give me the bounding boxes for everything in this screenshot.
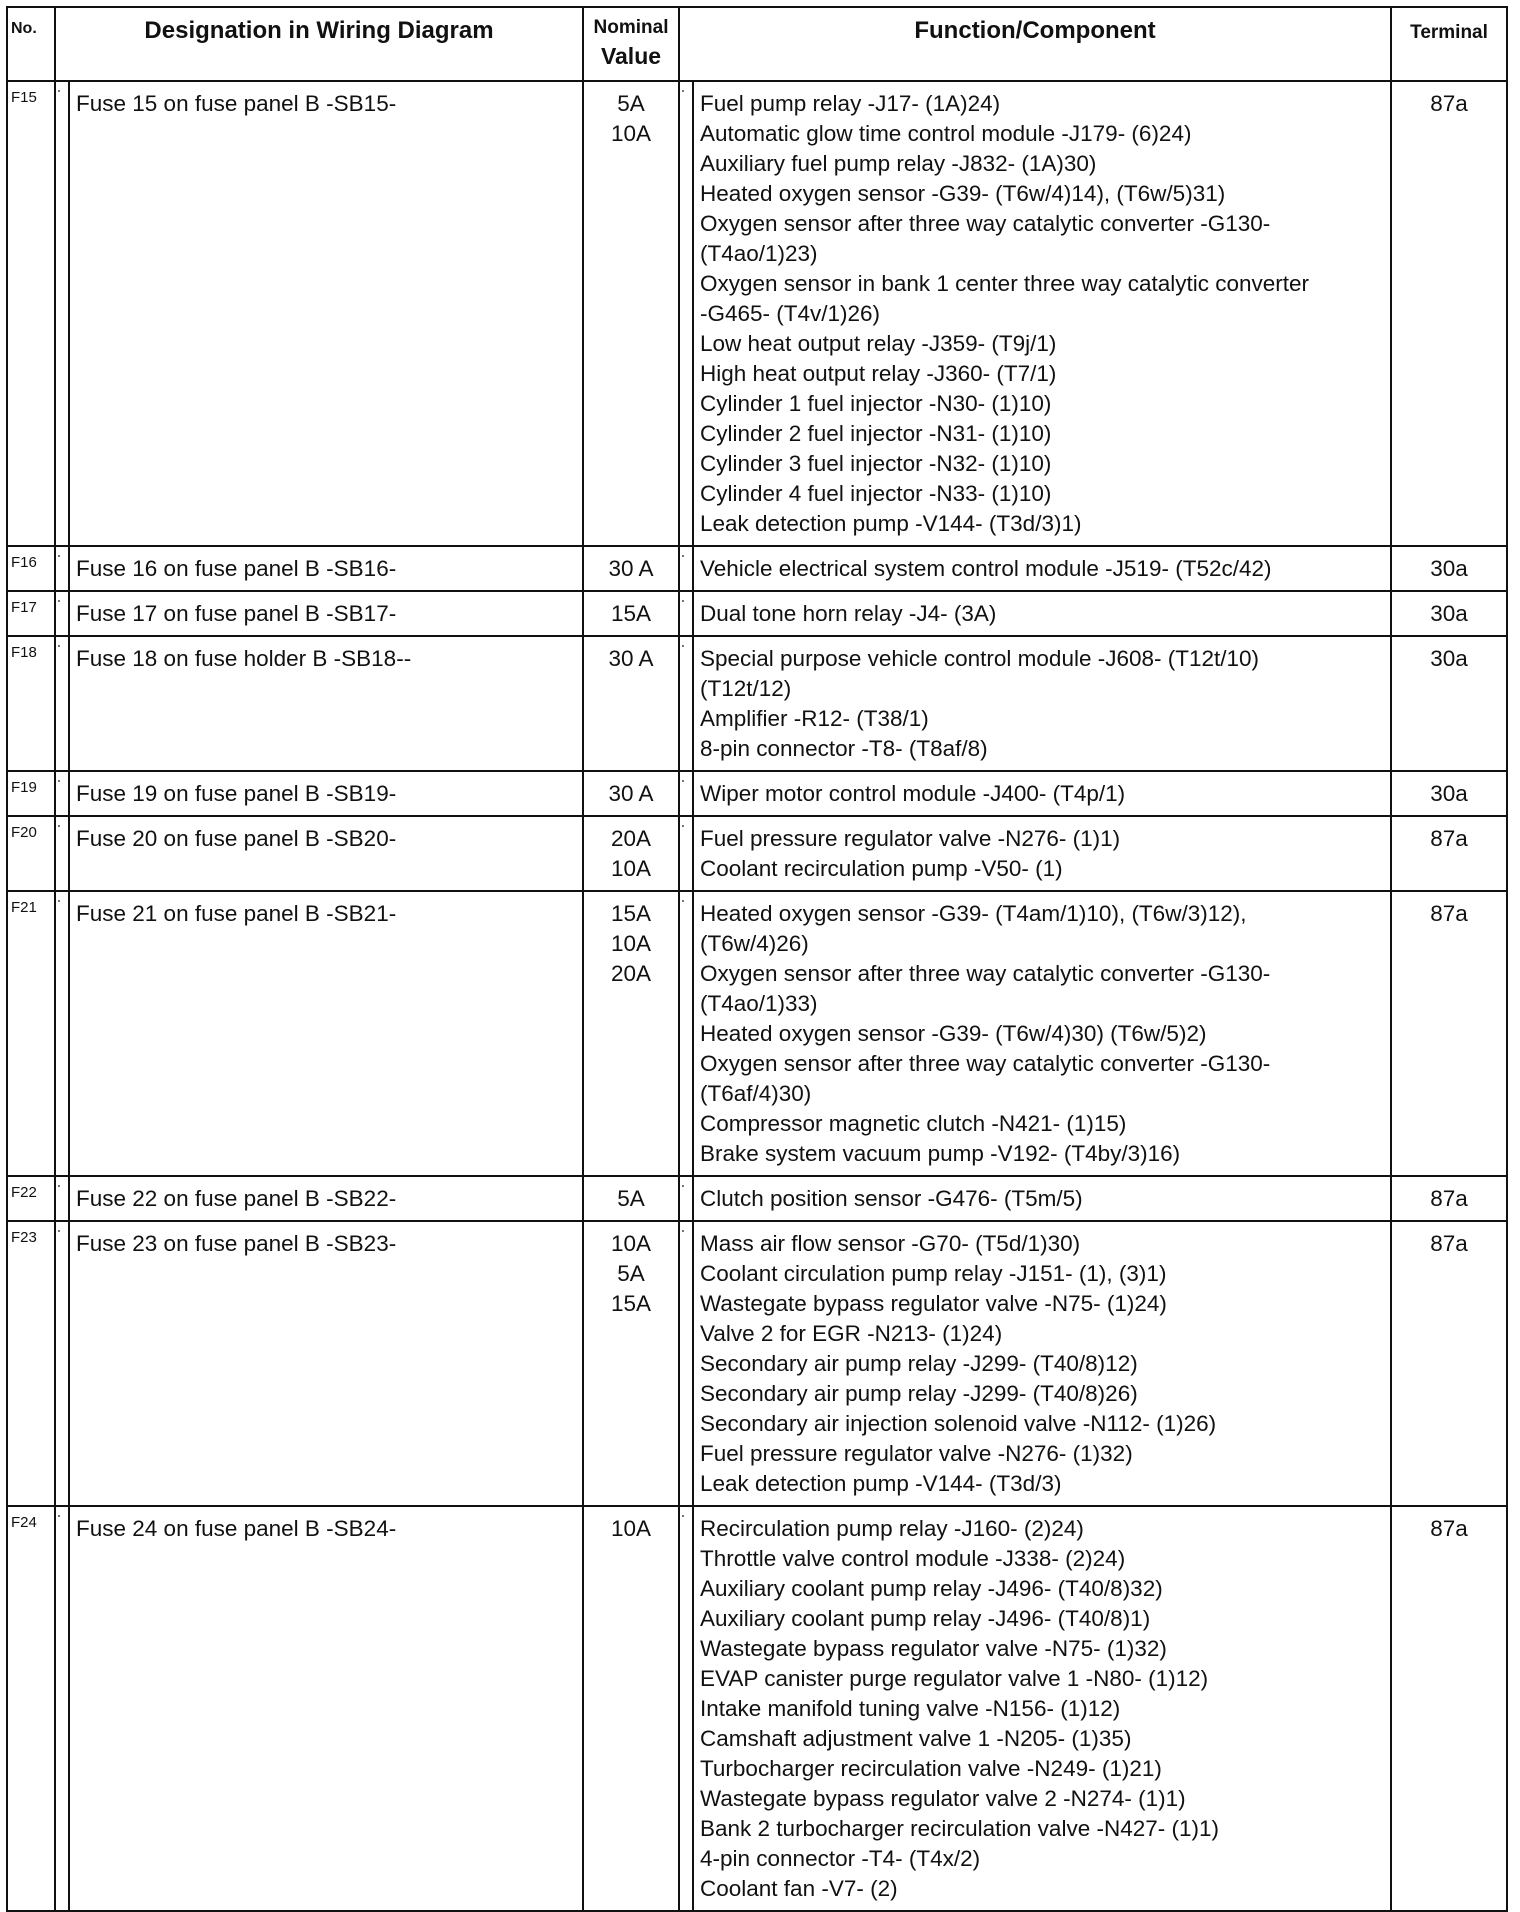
nominal-value: 30 A	[608, 781, 654, 806]
function-component-line: Wastegate bypass regulator valve -N75- (1)24)	[700, 1291, 1167, 1316]
nominal-value-cell	[583, 1506, 679, 1911]
tick-mark	[682, 780, 684, 782]
nominal-value-cell	[583, 1221, 679, 1506]
tick-mark	[58, 1185, 60, 1187]
nominal-value-cell	[583, 771, 679, 816]
function-component-line: Cylinder 3 fuel injector -N32- (1)10)	[700, 451, 1052, 476]
function-component-line: Wastegate bypass regulator valve -N75- (1)32)	[700, 1636, 1167, 1661]
spacer-cell	[679, 816, 693, 891]
function-component-line: Secondary air pump relay -J299- (T40/8)12)	[700, 1351, 1138, 1376]
tick-mark	[58, 90, 60, 92]
table-row	[7, 1176, 1507, 1221]
table-row	[7, 591, 1507, 636]
designation-cell: Fuse 20 on fuse panel B -SB20-	[69, 816, 583, 891]
fuse-table-sheet	[6, 6, 1506, 1912]
spacer-cell	[679, 636, 693, 771]
terminal-cell: 87a	[1391, 1176, 1507, 1221]
fuse-table	[6, 6, 1508, 1912]
function-component-line: Fuel pressure regulator valve -N276- (1)1)	[700, 826, 1121, 851]
fuse-number-cell: F22	[7, 1176, 55, 1221]
spacer-cell	[55, 891, 69, 1176]
nominal-value: 30 A	[608, 556, 654, 581]
nominal-value-cell	[583, 546, 679, 591]
table-row	[7, 891, 1507, 1176]
designation-cell: Fuse 22 on fuse panel B -SB22-	[69, 1176, 583, 1221]
spacer-cell	[55, 816, 69, 891]
header-terminal: Terminal	[1391, 7, 1507, 81]
terminal-cell: 87a	[1391, 816, 1507, 891]
spacer-cell	[55, 1506, 69, 1911]
spacer-cell	[679, 591, 693, 636]
tick-mark	[682, 825, 684, 827]
function-component-line: Compressor magnetic clutch -N421- (1)15)	[700, 1111, 1127, 1136]
nominal-value-cell	[583, 816, 679, 891]
designation-cell: Fuse 15 on fuse panel B -SB15-	[69, 81, 583, 546]
nominal-value: 20A	[610, 826, 652, 851]
function-component-cell	[693, 1221, 1391, 1506]
terminal-cell: 87a	[1391, 891, 1507, 1176]
function-component-line: Leak detection pump -V144- (T3d/3)1)	[700, 511, 1082, 536]
function-component-line: Wastegate bypass regulator valve 2 -N274- (1)1)	[700, 1786, 1186, 1811]
function-component-line: Intake manifold tuning valve -N156- (1)12)	[700, 1696, 1121, 1721]
terminal-cell: 30a	[1391, 591, 1507, 636]
function-component-line: Auxiliary coolant pump relay -J496- (T40/8)32)	[700, 1576, 1163, 1601]
function-component-line: (T4ao/1)23)	[700, 241, 818, 266]
nominal-value: 30 A	[608, 646, 654, 671]
nominal-value-cell	[583, 636, 679, 771]
function-component-line: Automatic glow time control module -J179- (6)24)	[700, 121, 1192, 146]
tick-mark	[58, 600, 60, 602]
tick-mark	[682, 900, 684, 902]
spacer-cell	[679, 891, 693, 1176]
nominal-value: 5A	[617, 1186, 645, 1211]
nominal-value: 5A	[617, 91, 645, 116]
table-row	[7, 771, 1507, 816]
function-component-line: Cylinder 4 fuel injector -N33- (1)10)	[700, 481, 1052, 506]
table-row	[7, 816, 1507, 891]
function-component-line: Special purpose vehicle control module -J608- (T12t/10)	[700, 646, 1260, 671]
function-component-line: Auxiliary coolant pump relay -J496- (T40/8)1)	[700, 1606, 1151, 1631]
tick-mark	[58, 1230, 60, 1232]
nominal-value-cell	[583, 1176, 679, 1221]
terminal-cell: 87a	[1391, 1506, 1507, 1911]
function-component-line: Coolant recirculation pump -V50- (1)	[700, 856, 1063, 881]
spacer-cell	[55, 546, 69, 591]
function-component-cell	[693, 1506, 1391, 1911]
function-component-line: Low heat output relay -J359- (T9j/1)	[700, 331, 1057, 356]
spacer-cell	[55, 81, 69, 546]
nominal-value: 10A	[610, 856, 652, 881]
function-component-cell	[693, 891, 1391, 1176]
function-component-line: High heat output relay -J360- (T7/1)	[700, 361, 1057, 386]
function-component-line: Fuel pressure regulator valve -N276- (1)32)	[700, 1441, 1133, 1466]
terminal-cell: 87a	[1391, 1221, 1507, 1506]
nominal-value: 15A	[610, 901, 652, 926]
tick-mark	[682, 1515, 684, 1517]
function-component-line: Clutch position sensor -G476- (T5m/5)	[700, 1186, 1083, 1211]
tick-mark	[58, 900, 60, 902]
spacer-cell	[55, 1176, 69, 1221]
tick-mark	[58, 555, 60, 557]
spacer-cell	[55, 591, 69, 636]
spacer-cell	[55, 771, 69, 816]
header-designation: Designation in Wiring Diagram	[55, 7, 583, 81]
header-function: Function/Component	[679, 7, 1391, 81]
nominal-value: 10A	[610, 1516, 652, 1541]
designation-cell: Fuse 21 on fuse panel B -SB21-	[69, 891, 583, 1176]
tick-mark	[682, 1230, 684, 1232]
header-no: No.	[7, 7, 55, 81]
nominal-value: 15A	[610, 601, 652, 626]
function-component-cell	[693, 636, 1391, 771]
function-component-line: Mass air flow sensor -G70- (T5d/1)30)	[700, 1231, 1081, 1256]
designation-cell: Fuse 24 on fuse panel B -SB24-	[69, 1506, 583, 1911]
function-component-line: Coolant circulation pump relay -J151- (1), (3)1)	[700, 1261, 1167, 1286]
tick-mark	[682, 90, 684, 92]
tick-mark	[58, 645, 60, 647]
spacer-cell	[55, 1221, 69, 1506]
table-row	[7, 81, 1507, 546]
function-component-line: Fuel pump relay -J17- (1A)24)	[700, 91, 1001, 116]
designation-cell: Fuse 18 on fuse holder B -SB18--	[69, 636, 583, 771]
function-component-line: (T6w/4)26)	[700, 931, 809, 956]
fuse-number-cell: F23	[7, 1221, 55, 1506]
tick-mark	[58, 825, 60, 827]
fuse-number-cell: F16	[7, 546, 55, 591]
function-component-line: Camshaft adjustment valve 1 -N205- (1)35)	[700, 1726, 1132, 1751]
designation-cell: Fuse 16 on fuse panel B -SB16-	[69, 546, 583, 591]
function-component-line: Secondary air pump relay -J299- (T40/8)26)	[700, 1381, 1138, 1406]
fuse-number-cell: F17	[7, 591, 55, 636]
header-nominal-line1: Nominal	[593, 17, 669, 38]
fuse-number-cell: F15	[7, 81, 55, 546]
spacer-cell	[679, 771, 693, 816]
nominal-value: 5A	[617, 1261, 645, 1286]
function-component-line: Heated oxygen sensor -G39- (T4am/1)10), (T6w/3)12),	[700, 901, 1247, 926]
nominal-value-cell	[583, 591, 679, 636]
nominal-value: 10A	[610, 121, 652, 146]
table-row	[7, 1506, 1507, 1911]
function-component-line: Throttle valve control module -J338- (2)24)	[700, 1546, 1126, 1571]
function-component-line: Wiper motor control module -J400- (T4p/1)	[700, 781, 1126, 806]
spacer-cell	[679, 1221, 693, 1506]
function-component-line: Oxygen sensor after three way catalytic converter -G130-	[700, 1051, 1271, 1076]
designation-cell: Fuse 23 on fuse panel B -SB23-	[69, 1221, 583, 1506]
function-component-line: Turbocharger recirculation valve -N249- (1)21)	[700, 1756, 1162, 1781]
designation-cell: Fuse 17 on fuse panel B -SB17-	[69, 591, 583, 636]
function-component-cell	[693, 816, 1391, 891]
spacer-cell	[679, 546, 693, 591]
tick-mark	[58, 780, 60, 782]
fuse-number-cell: F21	[7, 891, 55, 1176]
function-component-line: Valve 2 for EGR -N213- (1)24)	[700, 1321, 1003, 1346]
function-component-line: Dual tone horn relay -J4- (3A)	[700, 601, 997, 626]
function-component-line: EVAP canister purge regulator valve 1 -N80- (1)12)	[700, 1666, 1209, 1691]
nominal-value-cell	[583, 891, 679, 1176]
spacer-cell	[679, 81, 693, 546]
function-component-line: (T6af/4)30)	[700, 1081, 812, 1106]
function-component-line: Oxygen sensor after three way catalytic converter -G130-	[700, 211, 1271, 236]
tick-mark	[682, 1185, 684, 1187]
function-component-cell	[693, 546, 1391, 591]
tick-mark	[58, 1515, 60, 1517]
terminal-cell: 30a	[1391, 771, 1507, 816]
table-body	[7, 81, 1507, 1911]
function-component-line: Oxygen sensor after three way catalytic converter -G130-	[700, 961, 1271, 986]
terminal-cell: 30a	[1391, 636, 1507, 771]
function-component-line: Heated oxygen sensor -G39- (T6w/4)30) (T6w/5)2)	[700, 1021, 1207, 1046]
function-component-line: Cylinder 1 fuel injector -N30- (1)10)	[700, 391, 1052, 416]
function-component-line: Bank 2 turbocharger recirculation valve -N427- (1)1)	[700, 1816, 1219, 1841]
function-component-cell	[693, 1176, 1391, 1221]
function-component-line: Brake system vacuum pump -V192- (T4by/3)16)	[700, 1141, 1181, 1166]
function-component-line: 4-pin connector -T4- (T4x/2)	[700, 1846, 981, 1871]
table-row	[7, 636, 1507, 771]
tick-mark	[682, 600, 684, 602]
nominal-value-cell	[583, 81, 679, 546]
function-component-line: Oxygen sensor in bank 1 center three way catalytic converter	[700, 271, 1310, 296]
tick-mark	[682, 555, 684, 557]
function-component-cell	[693, 81, 1391, 546]
table-row	[7, 546, 1507, 591]
nominal-value: 20A	[610, 961, 652, 986]
function-component-line: Cylinder 2 fuel injector -N31- (1)10)	[700, 421, 1052, 446]
tick-mark	[682, 645, 684, 647]
function-component-line: Recirculation pump relay -J160- (2)24)	[700, 1516, 1084, 1541]
function-component-line: Heated oxygen sensor -G39- (T6w/4)14), (T6w/5)31)	[700, 181, 1226, 206]
spacer-cell	[55, 636, 69, 771]
table-header-row	[7, 7, 1507, 81]
function-component-line: (T4ao/1)33)	[700, 991, 818, 1016]
fuse-number-cell: F18	[7, 636, 55, 771]
table-row	[7, 1221, 1507, 1506]
function-component-line: Coolant fan -V7- (2)	[700, 1876, 898, 1901]
function-component-line: (T12t/12)	[700, 676, 792, 701]
fuse-number-cell: F19	[7, 771, 55, 816]
spacer-cell	[679, 1176, 693, 1221]
nominal-value: 10A	[610, 1231, 652, 1256]
spacer-cell	[679, 1506, 693, 1911]
nominal-value: 10A	[610, 931, 652, 956]
nominal-value: 15A	[610, 1291, 652, 1316]
function-component-line: Amplifier -R12- (T38/1)	[700, 706, 929, 731]
function-component-line: Vehicle electrical system control module -J519- (T52c/42)	[700, 556, 1272, 581]
function-component-line: Leak detection pump -V144- (T3d/3)	[700, 1471, 1062, 1496]
fuse-number-cell: F24	[7, 1506, 55, 1911]
fuse-number-cell: F20	[7, 816, 55, 891]
terminal-cell: 30a	[1391, 546, 1507, 591]
function-component-line: Secondary air injection solenoid valve -N112- (1)26)	[700, 1411, 1217, 1436]
function-component-cell	[693, 771, 1391, 816]
function-component-line: -G465- (T4v/1)26)	[700, 301, 881, 326]
terminal-cell: 87a	[1391, 81, 1507, 546]
header-nominal-value	[583, 7, 679, 81]
designation-cell: Fuse 19 on fuse panel B -SB19-	[69, 771, 583, 816]
function-component-line: 8-pin connector -T8- (T8af/8)	[700, 736, 988, 761]
header-nominal-line2: Value	[600, 43, 662, 69]
function-component-line: Auxiliary fuel pump relay -J832- (1A)30)	[700, 151, 1097, 176]
function-component-cell	[693, 591, 1391, 636]
